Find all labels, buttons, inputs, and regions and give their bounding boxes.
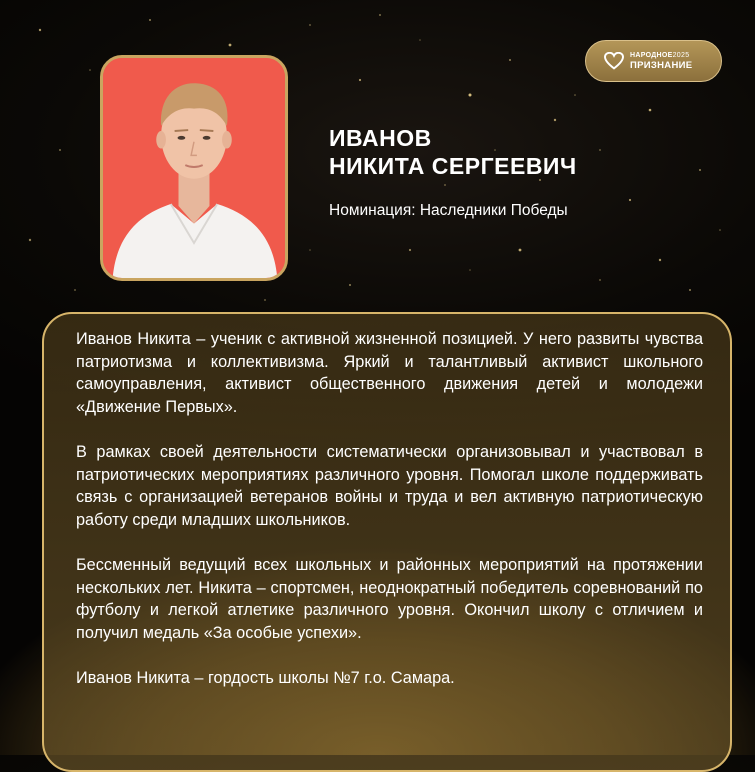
- bio-paragraph-1: Иванов Никита – ученик с активной жизненной позицией. У него развиты чувства патриотизма и коллективизма. Яркий и талантливый активист школьного самоуправления, активист общественного движения детей и молодежи «Движение Первых».: [76, 330, 703, 416]
- person-name: [329, 124, 577, 180]
- bio-paragraph-3: Бессменный ведущий всех школьных и районных мероприятий на протяжении нескольких лет. Никита – спортсмен, неоднократный победитель соревнований по футболу и легкой атлетике различного уровня. Окончил школу с отличием и получил медаль «За особые успехи».: [76, 555, 703, 642]
- heart-icon: [604, 52, 624, 70]
- bio-paragraph-4: Иванов Никита – гордость школы №7 г.о. Самара.: [76, 668, 455, 687]
- bio-text: [76, 328, 703, 712]
- logo-year: 2025: [672, 51, 690, 59]
- narodnoe-priznanie-logo: [585, 40, 722, 82]
- logo-line2: ПРИЗНАНИЕ: [630, 59, 693, 71]
- first-middle-name: НИКИТА СЕРГЕЕВИЧ: [329, 153, 577, 179]
- last-name: ИВАНОВ: [329, 125, 432, 151]
- logo-line1: НАРОДНОЕ2025: [630, 51, 690, 59]
- portrait-photo: [100, 55, 288, 281]
- nomination-label: Номинация: Наследники Победы: [329, 202, 568, 219]
- bio-paragraph-2: В рамках своей деятельности систематически организовывал и участвовал в патриотических мероприятиях различного уровня. Помогал школе поддерживать связь с организацией ветеранов войны и труда и вел активную патриотическую работу среди младших школьников.: [76, 442, 703, 529]
